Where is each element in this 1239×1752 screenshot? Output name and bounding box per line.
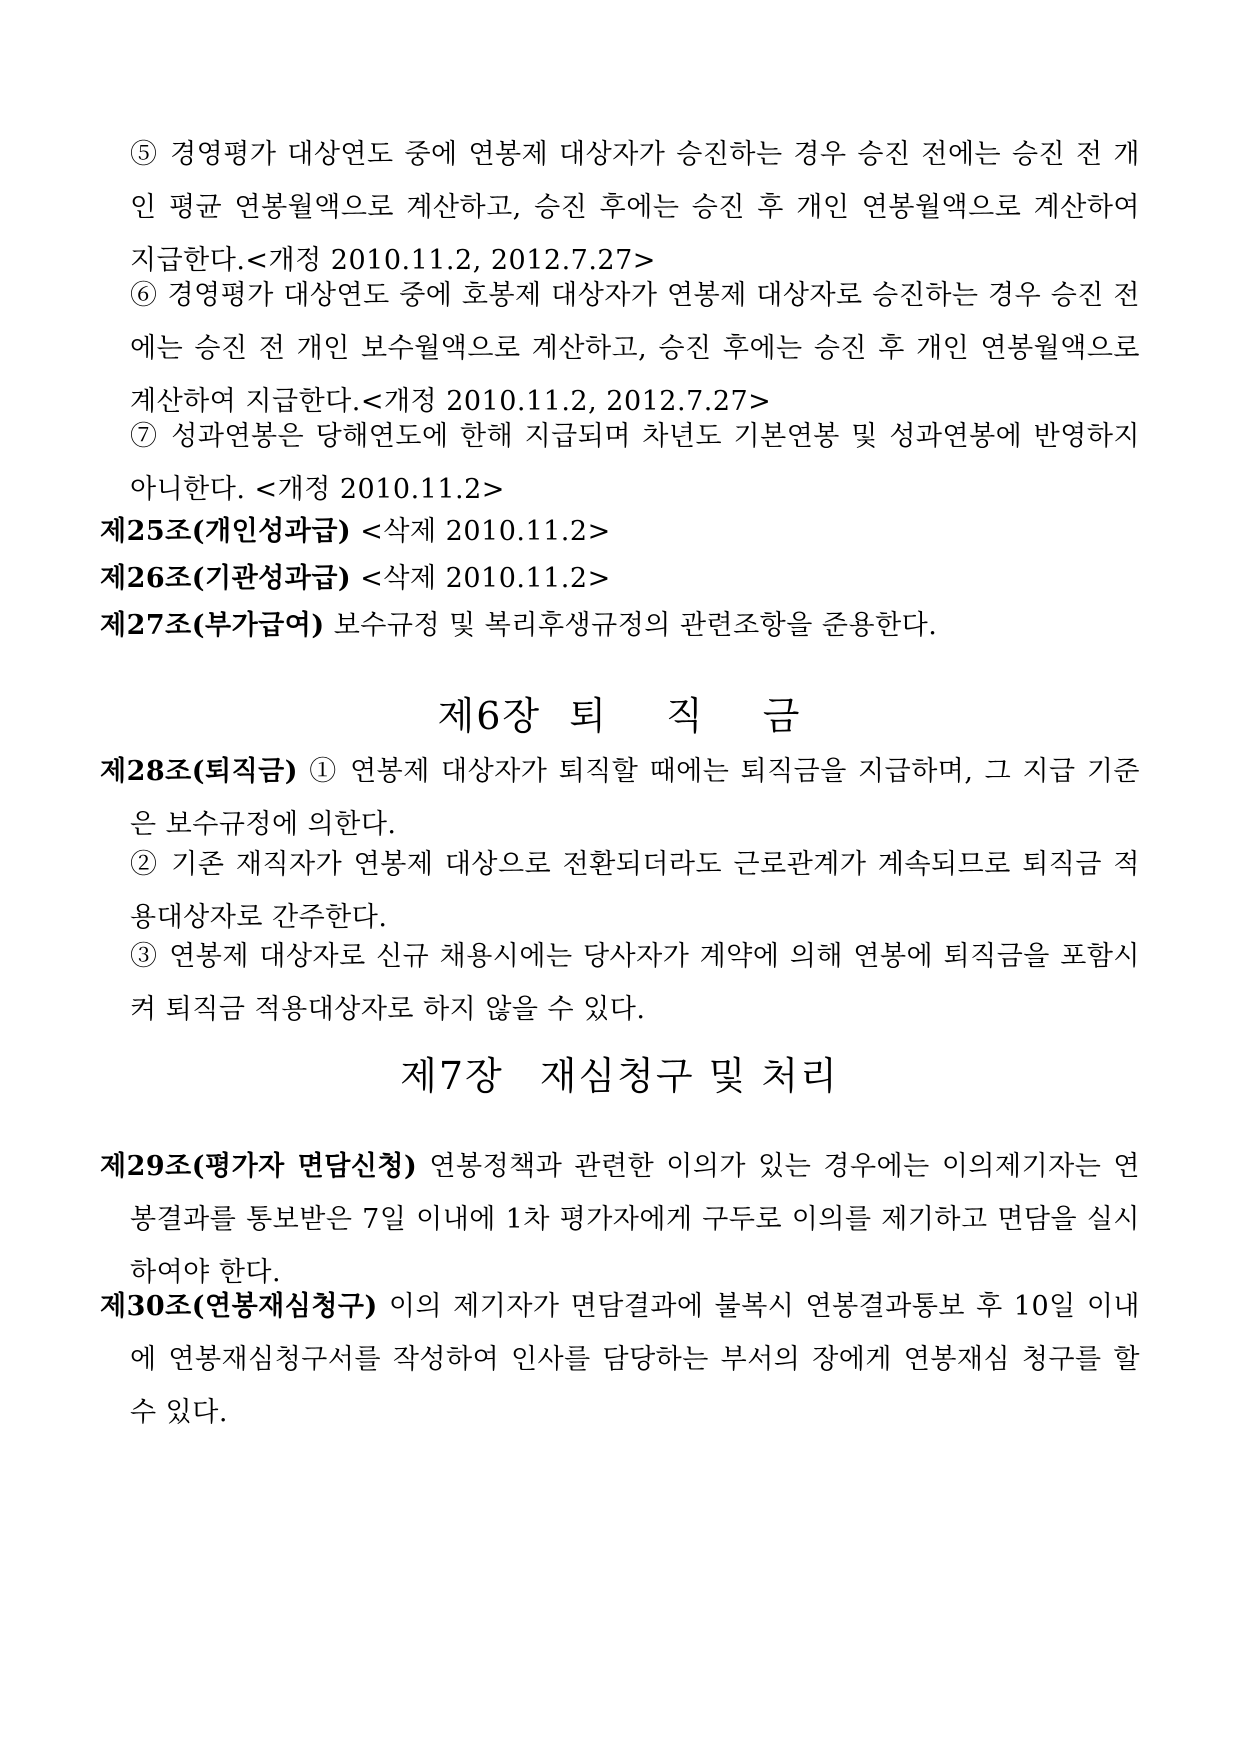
chapter-6-char: 직 — [665, 694, 705, 738]
article-28-item: ③ 연봉제 대상자로 신규 채용시에는 당사자가 계약에 의해 연봉에 퇴직금을 포함시켜 퇴직금 적용대상자로 하지 않을 수 있다. — [130, 941, 1140, 1025]
article-26-heading: 제26조(기관성과급) — [100, 563, 352, 594]
article-29-body: 연봉정책과 관련한 이의가 있는 경우에는 이의제기자는 연봉결과를 통보받은 7일 이내에 1차 평가자에게 구두로 이의를 제기하고 면담을 실시하여야 한다. — [130, 1151, 1141, 1288]
article-25-body: <삭제 2010.11.2> — [351, 516, 611, 547]
chapter-7-prefix: 제7장 — [400, 1054, 504, 1098]
chapter-6-title — [0, 686, 1239, 746]
article-27-heading: 제27조(부가급여) — [100, 610, 325, 641]
article-29-heading: 제29조(평가자 면담신청) — [100, 1151, 418, 1182]
item-7-performance-salary: ⑦ 성과연봉은 당해연도에 한해 지급되며 차년도 기본연봉 및 성과연봉에 반영하지 아니한다. <개정 2010.11.2> — [130, 421, 1140, 505]
article-25 — [100, 505, 1140, 558]
article-28-body: ① 연봉제 대상자가 퇴직할 때에는 퇴직금을 지급하며, 그 지급 기준은 보수규정에 의한다. — [130, 756, 1140, 840]
article-30-body: 이의 제기자가 면담결과에 불복시 연봉결과통보 후 10일 이내에 연봉재심청구서를 작성하여 인사를 담당하는 부서의 장에게 연봉재심 청구를 할 수 있다. — [130, 1291, 1140, 1428]
article-28-heading: 제28조(퇴직금) — [100, 756, 299, 787]
item-6-promotion-from-hobong: ⑥ 경영평가 대상연도 중에 호봉제 대상자가 연봉제 대상자로 승진하는 경우 승진 전에는 승진 전 개인 보수월액으로 계산하고, 승진 후에는 승진 후 개인 연봉월액으로 계산하여 지급한다.<개정 2010.11.2, 2012.7.27> — [130, 280, 1140, 417]
article-28 — [100, 745, 1140, 851]
item-5-promotion-annual-salary: ⑤ 경영평가 대상연도 중에 연봉제 대상자가 승진하는 경우 승진 전에는 승진 전 개인 평균 연봉월액으로 계산하고, 승진 후에는 승진 후 개인 연봉월액으로 계산하여 지급한다.<개정 2010.11.2, 2012.7.27> — [130, 139, 1140, 276]
chapter-6-char: 금 — [762, 694, 802, 738]
article-27-body: 보수규정 및 복리후생규정의 관련조항을 준용한다. — [324, 610, 938, 641]
chapter-6-char: 퇴 — [569, 694, 608, 738]
article-30 — [100, 1280, 1140, 1439]
article-27 — [100, 599, 1140, 652]
article-26-body: <삭제 2010.11.2> — [351, 563, 611, 594]
chapter-7-title — [0, 1046, 1239, 1106]
chapter-7-text: 재심청구 및 처리 — [539, 1054, 839, 1098]
chapter-6-prefix: 제6장 — [437, 694, 542, 738]
article-26 — [100, 552, 1140, 605]
article-30-heading: 제30조(연봉재심청구) — [100, 1291, 378, 1322]
article-29 — [100, 1140, 1140, 1299]
article-28-item: ② 기존 재직자가 연봉제 대상으로 전환되더라도 근로관계가 계속되므로 퇴직금 적용대상자로 간주한다. — [130, 849, 1140, 933]
article-25-heading: 제25조(개인성과급) — [100, 516, 352, 547]
